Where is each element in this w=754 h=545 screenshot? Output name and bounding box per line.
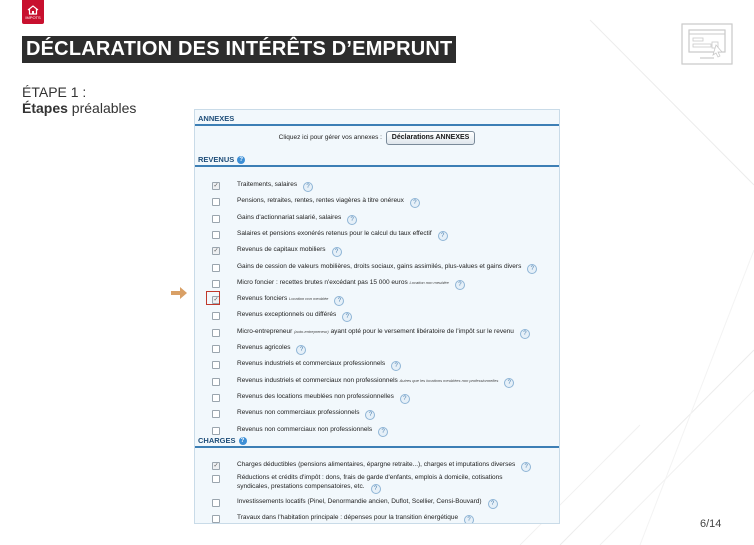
revenus-checkbox[interactable] <box>212 378 220 386</box>
revenus-checkbox[interactable] <box>212 329 220 337</box>
revenus-item-label <box>237 359 537 371</box>
question-circle-icon[interactable]: ? <box>464 515 474 524</box>
revenus-row <box>195 342 559 356</box>
revenus-row <box>195 375 559 389</box>
section-title-revenus: REVENUS <box>198 155 235 164</box>
question-circle-icon[interactable]: ? <box>334 296 344 306</box>
revenus-checkbox[interactable] <box>212 280 220 288</box>
item-label-text: Charges déductibles (pensions alimentaires, épargne retraite...), charges et imputations diverses <box>237 461 516 468</box>
revenus-row <box>195 244 559 258</box>
item-label-text: Revenus industriels et commerciaux professionnels <box>237 360 386 367</box>
charges-checkbox[interactable]: ✓ <box>213 463 219 469</box>
item-label-text: Revenus de capitaux mobiliers <box>237 246 326 253</box>
item-note: Location non meublée <box>289 296 329 301</box>
item-label-text: Traitements, salaires <box>237 181 298 188</box>
charges-item-label <box>237 513 537 524</box>
question-circle-icon[interactable]: ? <box>391 361 401 371</box>
section-header-charges <box>195 435 559 448</box>
section-title-charges: CHARGES <box>198 436 236 445</box>
item-label-text: Micro-entrepreneur <box>237 328 295 335</box>
revenus-row <box>195 326 559 340</box>
question-circle-icon[interactable]: ? <box>504 378 514 388</box>
revenus-item-label <box>237 310 537 322</box>
charges-row <box>195 496 559 510</box>
question-circle-icon[interactable]: ? <box>378 427 388 437</box>
step-number: ÉTAPE 1 : <box>22 84 87 100</box>
question-circle-icon[interactable]: ? <box>455 280 465 290</box>
item-label-text: Revenus fonciers <box>237 295 288 302</box>
item-label-text: Revenus non commerciaux professionnels <box>237 409 360 416</box>
revenus-item-label <box>237 392 537 404</box>
item-label-text: Revenus non commerciaux non professionnels <box>237 426 373 433</box>
revenus-item-label <box>237 180 537 192</box>
question-circle-icon[interactable]: ? <box>342 312 352 322</box>
item-label-text: Revenus agricoles <box>237 344 291 351</box>
charges-checkbox[interactable] <box>212 475 220 483</box>
revenus-row <box>195 212 559 226</box>
revenus-checkbox[interactable] <box>212 198 220 206</box>
question-circle-icon[interactable]: ? <box>371 484 381 494</box>
question-circle-icon[interactable]: ? <box>438 231 448 241</box>
question-circle-icon[interactable]: ? <box>303 182 313 192</box>
step-title <box>22 100 136 116</box>
logo-text: IMPOTS <box>25 14 41 20</box>
computer-screen-icon <box>680 22 734 66</box>
item-label-text: Gains d'actionnariat salarié, salaires <box>237 214 342 221</box>
revenus-checkbox[interactable]: ✓ <box>213 248 219 254</box>
charges-row <box>195 512 559 524</box>
question-circle-icon[interactable]: ? <box>521 462 531 472</box>
question-circle-icon[interactable]: ? <box>488 499 498 509</box>
revenus-item-label <box>237 245 537 257</box>
revenus-item-label <box>237 213 537 225</box>
question-circle-icon[interactable]: ? <box>332 247 342 257</box>
revenus-checkbox[interactable] <box>212 427 220 435</box>
section-title-annexes: ANNEXES <box>198 114 235 123</box>
step-title-bold: Étapes <box>22 100 68 116</box>
charges-item-label <box>237 473 533 494</box>
revenus-checkbox[interactable] <box>212 394 220 402</box>
item-label-text: Micro foncier : recettes brutes n'excédant pas 15 000 euros <box>237 279 408 286</box>
item-label-text: Pensions, retraites, rentes, rentes viagères à titre onéreux <box>237 197 404 204</box>
revenus-checkbox[interactable] <box>212 264 220 272</box>
declaration-form-panel <box>194 109 560 524</box>
question-circle-icon[interactable]: ? <box>347 215 357 225</box>
revenus-checkbox[interactable] <box>212 231 220 239</box>
charges-row <box>195 459 559 473</box>
item-label-text: Travaux dans l'habitation principale : dépenses pour la transition énergétique <box>237 514 459 521</box>
question-circle-icon[interactable]: ? <box>365 410 375 420</box>
question-circle-icon[interactable]: ? <box>296 345 306 355</box>
item-note: Autres que les locations meublées non professionnelles <box>399 378 499 383</box>
declarations-annexes-button[interactable]: Déclarations ANNEXES <box>386 131 476 145</box>
revenus-checkbox[interactable]: ✓ <box>213 297 219 303</box>
revenus-item-label <box>237 278 537 290</box>
item-label-text: Gains de cession de valeurs mobilières, droits sociaux, gains assimilés, plus-values et gains divers <box>237 263 522 270</box>
charges-checkbox[interactable] <box>212 515 220 523</box>
revenus-checkbox[interactable] <box>212 215 220 223</box>
revenus-checkbox[interactable] <box>212 361 220 369</box>
revenus-item-label <box>237 262 537 274</box>
revenus-row <box>195 358 559 372</box>
item-note: (auto-entrepreneur) <box>294 329 329 334</box>
revenus-checkbox[interactable] <box>212 312 220 320</box>
item-label-text: Salaires et pensions exonérés retenus pour le calcul du taux effectif <box>237 230 432 237</box>
revenus-item-label <box>237 229 537 241</box>
item-label-text: Revenus exceptionnels ou différés <box>237 311 337 318</box>
revenus-row <box>195 261 559 275</box>
item-label-after: ayant opté pour le versement libératoire de l'impôt sur le revenu <box>328 328 514 335</box>
question-circle-icon[interactable]: ? <box>400 394 410 404</box>
revenus-checkbox[interactable]: ✓ <box>213 183 219 189</box>
item-label-text: Investissements locatifs (Pinel, Denormandie ancien, Duflot, Scellier, Censi-Bouvard) <box>237 498 482 505</box>
section-header-revenus <box>195 154 559 167</box>
annexes-prompt-line <box>195 131 559 145</box>
page-number: 6/14 <box>700 518 722 530</box>
revenus-row <box>195 195 559 209</box>
impots-logo <box>22 0 44 24</box>
question-circle-icon[interactable]: ? <box>520 329 530 339</box>
revenus-item-label <box>237 294 537 306</box>
house-icon <box>27 5 39 15</box>
step-title-rest: préalables <box>67 100 137 116</box>
question-circle-icon[interactable]: ? <box>239 437 247 445</box>
highlight-box <box>206 291 220 305</box>
revenus-row <box>195 293 559 307</box>
revenus-row <box>195 391 559 405</box>
charges-item-label <box>237 497 537 509</box>
item-note: Location non meublée <box>409 280 449 285</box>
revenus-item-label <box>237 327 537 339</box>
question-circle-icon[interactable]: ? <box>237 156 245 164</box>
revenus-row <box>195 179 559 193</box>
revenus-row <box>195 407 559 421</box>
charges-item-label <box>237 460 537 472</box>
revenus-item-label <box>237 408 537 420</box>
page-title <box>22 36 456 63</box>
revenus-row <box>195 277 559 291</box>
item-label-text: Revenus industriels et commerciaux non professionnels <box>237 377 398 384</box>
revenus-checkbox[interactable] <box>212 345 220 353</box>
item-label-text: Réductions et crédits d'impôt : dons, frais de garde d'enfants, emplois à domicile, cotisations syndicales, prestations compensatoires, etc. <box>237 474 503 490</box>
question-circle-icon[interactable]: ? <box>527 264 537 274</box>
arrow-right-icon <box>170 286 188 300</box>
charges-row <box>195 472 559 492</box>
charges-checkbox[interactable] <box>212 499 220 507</box>
question-circle-icon[interactable]: ? <box>410 198 420 208</box>
revenus-item-label <box>237 376 537 388</box>
revenus-item-label <box>237 196 537 208</box>
annexes-prompt: Cliquez ici pour gérer vos annexes : <box>278 134 382 141</box>
item-label-text: Revenus des locations meublées non professionnelles <box>237 393 394 400</box>
revenus-checkbox[interactable] <box>212 410 220 418</box>
revenus-row <box>195 309 559 323</box>
revenus-item-label <box>237 343 537 355</box>
section-header-annexes <box>195 113 559 126</box>
revenus-row <box>195 228 559 242</box>
page-title-main: DÉCLARATION DES INTÉRÊTS D’EMPRUNT <box>26 38 453 60</box>
